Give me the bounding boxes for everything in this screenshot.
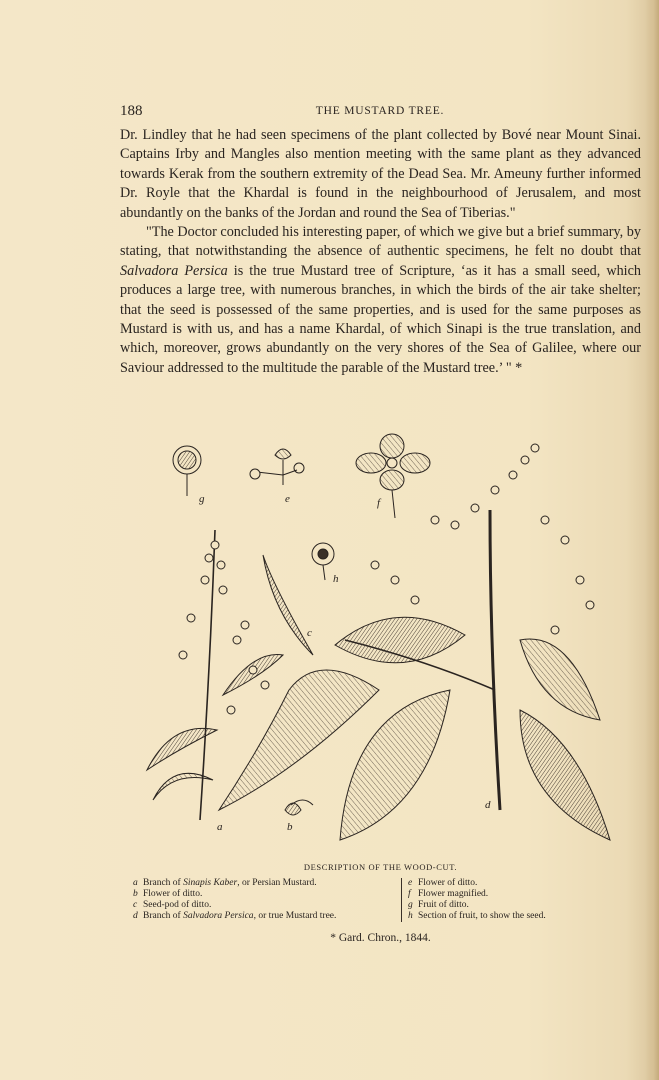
label-b: b (287, 821, 293, 833)
paragraph-1: Dr. Lindley that he had seen specimens of the plant collected by Bové near Mount Sinai. Captains Irby and Mangles also mention meeting with the same plant as they advanced towards Kerak from the southern extremity of the Dead Sea. Mr. Ameuny further informed Dr. Royle that the Khardal is found in the neighbourhood of Jerusalem, and most abundantly on the banks of the Jordan and round the Sea of Tiberias." (120, 127, 641, 221)
woodcut-illustration (135, 430, 625, 850)
legend-item-e: e Flower of ditto. (408, 878, 478, 888)
flower-e-drawing (250, 449, 304, 485)
footnote: * Gard. Chron., 1844. (330, 932, 431, 944)
legend-item-a: a Branch of Sinapis Kaber, or Persian Mustard. (133, 878, 317, 888)
running-title: THE MUSTARD TREE. (315, 105, 445, 117)
label-f: f (377, 497, 381, 509)
botanical-engraving (135, 430, 625, 850)
body-text (120, 126, 641, 378)
species-name-italic: Salvadora Persica (120, 262, 228, 279)
fruit-section-h-drawing (312, 543, 334, 580)
legend-item-b: b Flower of ditto. (133, 889, 203, 899)
label-g: g (199, 493, 205, 505)
legend-item-h: h Section of fruit, to show the seed. (408, 911, 546, 921)
label-h: h (333, 573, 339, 585)
label-a: a (217, 821, 223, 833)
sinapis-branch-a-drawing (147, 530, 379, 820)
paragraph-2-start: "The Doctor concluded his interesting paper, of which we give but a brief summary, by stating, that notwithstanding the absence of authentic specimens, he felt no doubt that (120, 224, 641, 260)
label-c: c (307, 627, 312, 639)
flower-f-drawing (356, 434, 430, 518)
page-edge-shadow (645, 0, 659, 1080)
fruit-g-drawing (173, 446, 201, 496)
page-header (120, 103, 640, 123)
label-e: e (285, 493, 290, 505)
legend-item-c: c Seed-pod of ditto. (133, 900, 212, 910)
legend-right-column (401, 878, 618, 922)
legend-left-column (133, 878, 388, 922)
paragraph-2 (120, 223, 641, 378)
page-number: 188 (120, 103, 143, 119)
label-d: d (485, 799, 491, 811)
legend-item-g: g Fruit of ditto. (408, 900, 469, 910)
caption-title: DESCRIPTION OF THE WOOD-CUT. (303, 862, 458, 872)
legend-item-d: d Branch of Salvadora Persica, or true Mustard tree. (133, 911, 337, 921)
seed-pod-c-drawing (263, 555, 313, 655)
legend-item-f: f Flower magnified. (408, 889, 489, 899)
paragraph-2-end: is the true Mustard tree of Scripture, ‘as it has a small seed, which produces a large tree, with numerous branches, in which the birds of the air take shelter; that the seed is possessed of the same properties, and is used for the same purposes as Mustard is with us, and has a name Khardal, of which Sinapi is the true translation, and which, moreover, grows abundantly on the very shores of the Sea of Galilee, where our Saviour addressed to the multitude the parable of the Mustard tree.’ " * (120, 262, 641, 376)
